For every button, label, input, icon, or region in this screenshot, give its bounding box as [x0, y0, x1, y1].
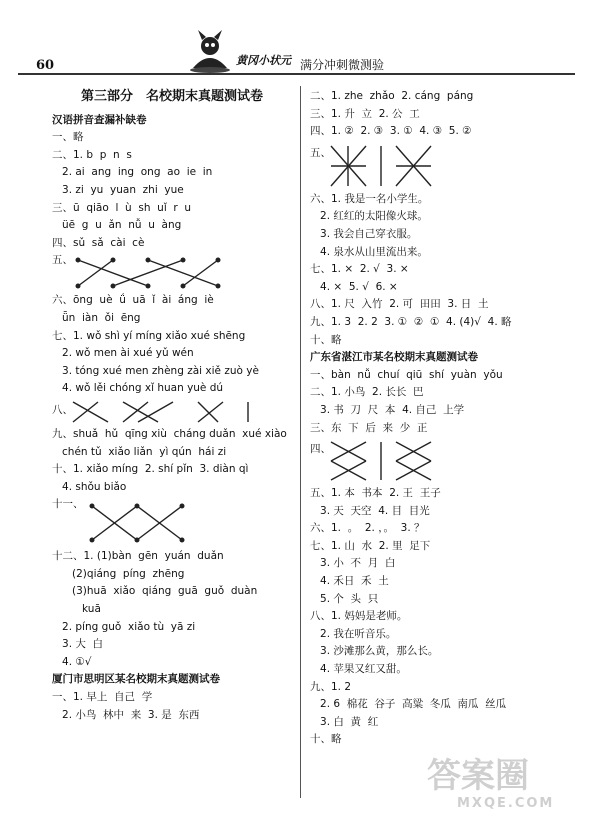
page-number: 60 [36, 58, 55, 73]
answer-line: 3. 沙滩那么黄，那么长。 [310, 645, 439, 658]
matching-diagram [326, 141, 446, 191]
answer-line: 九、1. 2 [310, 680, 352, 693]
answer-line: 4. 禾日 禾 土 [310, 575, 389, 588]
answer-line: 三、东 下 后 来 少 正 [310, 421, 428, 434]
answer-line: 3. 我会自己穿衣服。 [310, 227, 418, 240]
answer-line: chén tǔ xiǎo liǎn yì qún hái zi [52, 445, 227, 458]
answer-line: (3)huā xiǎo qiáng guā guǒ duàn [52, 585, 258, 598]
answer-line: 2. ai ang ing ong ao ie in [52, 166, 213, 179]
right-column [310, 88, 570, 749]
answer-line: 四、sǔ sǎ cài cè [52, 236, 145, 249]
answer-line: 三、ū qiāo l ù sh uǐ r u [52, 201, 192, 214]
answer-line: 五、 [310, 146, 331, 159]
answer-line: 十、略 [310, 333, 342, 346]
answer-line: 十、1. xiǎo míng 2. shí pǐn 3. diàn qì [52, 463, 249, 476]
matching-diagram [68, 398, 268, 426]
answer-line: 七、1. × 2. √ 3. × [310, 263, 409, 276]
answer-line: 2. 6 棉花 谷子 高粱 冬瓜 南瓜 丝瓜 [310, 698, 507, 711]
answer-line: 三、1. 升 立 2. 公 工 [310, 107, 420, 120]
answer-line: 2. 红红的太阳像火球。 [310, 210, 428, 223]
answer-line: 七、1. 山 水 2. 里 足下 [310, 539, 431, 552]
watermark-text: 答案圈 [427, 756, 529, 796]
answer-line: 六、1. 我是一名小学生。 [310, 192, 429, 205]
answer-line: (2)qiáng píng zhēng [52, 567, 185, 580]
answer-line: 2. wǒ men ài xué yǔ wén [52, 347, 194, 360]
answer-line: 3. 天 天空 4. 目 目光 [310, 504, 430, 517]
answer-line: 六、ōng uè ǘ uā ǐ ài áng iè [52, 294, 214, 307]
answer-line: 五、1. 本 书本 2. 王 王子 [310, 487, 441, 500]
answer-line: 八、1. 妈妈是老师。 [310, 610, 408, 623]
answer-line: 3. zi yu yuan zhi yue [52, 183, 184, 196]
series-title: 满分冲刺微测验 [300, 58, 385, 72]
answer-line: 3. 白 黄 红 [310, 715, 379, 728]
answer-line: 八、 [52, 403, 73, 416]
brand-logo-text: 黄冈小状元 [236, 54, 291, 67]
answer-line: 九、shuǎ hǔ qīng xiù cháng duǎn xué xiào [52, 427, 287, 440]
matching-diagram [68, 252, 248, 292]
answer-line: 4. wǒ lěi chóng xǐ huan yuè dú [52, 382, 224, 395]
mascot-icon [185, 28, 235, 74]
matching-diagram [326, 437, 446, 485]
answer-line: ǖn iàn ǒi ēng [52, 311, 141, 324]
column-divider [300, 86, 301, 798]
answer-line: 4. ①√ [52, 655, 92, 668]
answer-line: 八、1. 尺 入竹 2. 可 田田 3. 日 土 [310, 298, 489, 311]
answer-line: 4. 苹果又红又甜。 [310, 663, 407, 676]
answer-line: 五、 [52, 254, 73, 267]
answer-line: üē g u ǎn nǚ u àng [52, 219, 182, 232]
answer-line: 六、1. 。 2. ，。 3. ？ [310, 522, 425, 535]
answer-line: 3. 书 刀 尺 本 4. 自己 上学 [310, 403, 465, 416]
matching-diagram [82, 496, 232, 548]
answer-line: 十一、 [52, 498, 84, 511]
answer-line: 二、1. zhe zhǎo 2. cáng páng [310, 90, 474, 102]
answer-line: 二、1. 小鸟 2. 长长 巴 [310, 386, 424, 399]
part-title: 第三部分 名校期末真题测试卷 [80, 89, 263, 104]
answer-line: 2. 我在听音乐。 [310, 627, 397, 640]
answer-line: kuā [52, 603, 101, 616]
section-title: 汉语拼音查漏补缺卷 [52, 113, 147, 126]
answer-line: 5. 个 头 只 [310, 592, 379, 605]
answer-line: 一、略 [52, 131, 84, 144]
answer-line: 四、 [310, 443, 331, 456]
answer-line: 七、1. wǒ shì yí míng xiǎo xué shēng [52, 329, 246, 342]
section-title: 广东省湛江市某名校期末真题测试卷 [310, 351, 478, 364]
left-column [52, 88, 292, 724]
answer-line: 二、1. b p n s [52, 148, 132, 161]
answer-line: 3. tóng xué men zhèng zài xiě zuò yè [52, 364, 259, 377]
answer-line: 2. 小鸟 林中 来 3. 是 东西 [52, 708, 200, 721]
answer-line: 一、bàn nǚ chuí qiū shí yuàn yǒu [310, 368, 503, 381]
answer-line: 4. 泉水从山里流出来。 [310, 245, 428, 258]
answer-line: 3. 大 白 [52, 638, 104, 651]
answer-line: 十、略 [310, 733, 342, 746]
answer-line: 四、1. ② 2. ③ 3. ① 4. ③ 5. ② [310, 125, 472, 138]
answer-line: 4. × 5. √ 6. × [310, 280, 398, 293]
answer-line: 4. shǒu biǎo [52, 480, 127, 493]
answer-line: 十二、1. (1)bàn gēn yuán duǎn [52, 550, 224, 563]
answer-line: 一、1. 早上 自己 学 [52, 691, 153, 704]
answer-line: 2. píng guǒ xiǎo tù yā zi [52, 620, 196, 633]
watermark-logo [423, 751, 573, 813]
section-title: 厦门市思明区某名校期末真题测试卷 [52, 673, 220, 686]
header-rule [18, 73, 575, 75]
answer-line: 九、1. 3 2. 2 3. ① ② ① 4. (4)√ 4. 略 [310, 315, 512, 328]
answer-line: 3. 小 不 月 白 [310, 557, 396, 570]
watermark-url: MXQE.COM [457, 796, 555, 811]
